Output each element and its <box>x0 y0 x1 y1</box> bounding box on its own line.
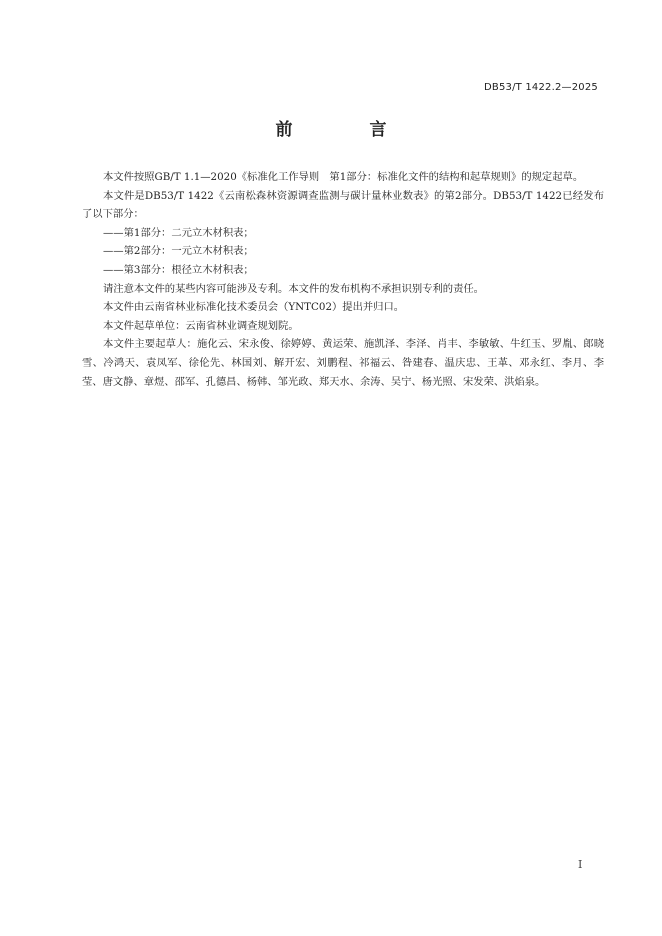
page-title: 前 言 <box>275 120 417 140</box>
paragraph-drafting-unit: 本文件起草单位：云南省林业调查规划院。 <box>103 319 299 332</box>
list-item-part-3: ——第3部分：根径立木材积表； <box>103 263 254 276</box>
list-item-part-1: ——第1部分：二元立木材积表； <box>103 226 254 239</box>
document-code: DB53/T 1422.2—2025 <box>484 82 598 93</box>
list-item-part-2: ——第2部分：一元立木材积表； <box>103 245 254 258</box>
paragraph-drafters: 本文件主要起草人：施化云、宋永俊、徐婷婷、黄运荣、施凯泽、李泽、肖丰、李敏敏、牛红玉、罗胤、郎晓雪、冷鸿天、袁凤军、徐伦先、林国刘、解开宏、刘鹏程、祁福云、昝建春、温庆忠、王革、邓永红、李月、李莹、唐文静、章煜、邵军、孔德昌、杨韩、邹光政、郑天水、余涛、吴宁、杨光照、宋发荣、洪焰泉。 <box>82 338 604 388</box>
paragraph-series-description: 本文件是DB53/T 1422《云南松森林资源调查监测与碳计量林业数表》的第2部分。DB53/T 1422已经发布了以下部分： <box>82 189 604 221</box>
paragraph-drafting-rules: 本文件按照GB/T 1.1—2020《标准化工作导则 第1部分：标准化文件的结构和起草规则》的规定起草。 <box>103 171 584 183</box>
page-number: I <box>578 858 583 871</box>
document-body <box>82 168 604 391</box>
paragraph-proposer: 本文件由云南省林业标准化技术委员会（YNTC02）提出并归口。 <box>103 301 405 314</box>
paragraph-patent-notice: 请注意本文件的某些内容可能涉及专利。本文件的发布机构不承担识别专利的责任。 <box>103 282 484 295</box>
